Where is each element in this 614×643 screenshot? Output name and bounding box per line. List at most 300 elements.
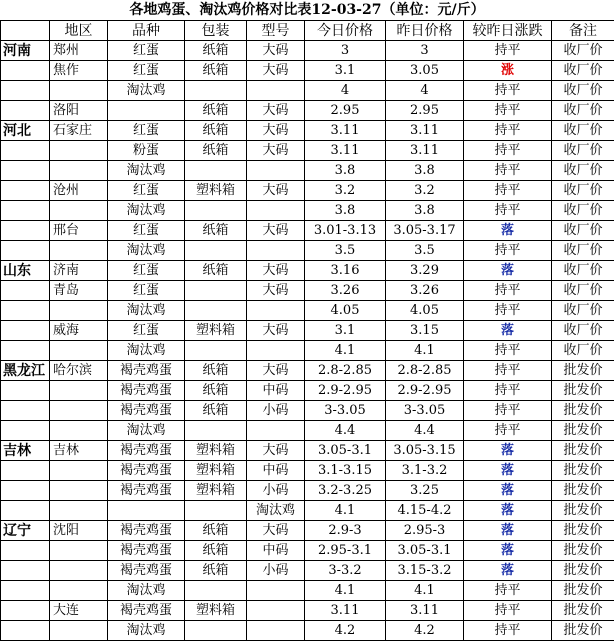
city-cell: 哈尔滨 — [50, 361, 108, 381]
change-cell: 持平 — [464, 181, 552, 201]
note-cell: 批发价 — [552, 421, 614, 441]
change-cell: 持平 — [464, 121, 552, 141]
table-row — [1, 381, 614, 401]
change-cell: 落 — [464, 441, 552, 461]
yesterday-price-cell: 4 — [386, 81, 464, 101]
header-size: 型号 — [247, 21, 305, 41]
city-cell — [50, 561, 108, 581]
yesterday-price-cell: 3.11 — [386, 141, 464, 161]
header-yesterday-price: 昨日价格 — [386, 21, 464, 41]
city-cell: 济南 — [50, 261, 108, 281]
change-cell: 持平 — [464, 201, 552, 221]
price-table — [0, 20, 614, 641]
change-cell: 落 — [464, 521, 552, 541]
yesterday-price-cell: 2.95-3 — [386, 521, 464, 541]
size-cell: 大码 — [247, 521, 305, 541]
change-cell: 持平 — [464, 281, 552, 301]
yesterday-price-cell: 3.05 — [386, 61, 464, 81]
note-cell: 批发价 — [552, 381, 614, 401]
today-price-cell: 3.11 — [305, 601, 386, 621]
change-cell: 持平 — [464, 101, 552, 121]
packaging-cell — [185, 421, 247, 441]
today-price-cell: 4.1 — [305, 581, 386, 601]
city-cell: 焦作 — [50, 61, 108, 81]
note-cell: 批发价 — [552, 621, 614, 641]
header-change: 较昨日涨跌 — [464, 21, 552, 41]
today-price-cell: 2.9-3 — [305, 521, 386, 541]
variety-cell: 褐壳鸡蛋 — [108, 441, 185, 461]
today-price-cell: 2.8-2.85 — [305, 361, 386, 381]
table-row — [1, 341, 614, 361]
today-price-cell: 3.8 — [305, 201, 386, 221]
change-cell: 持平 — [464, 361, 552, 381]
variety-cell: 褐壳鸡蛋 — [108, 521, 185, 541]
today-price-cell: 3.16 — [305, 261, 386, 281]
note-cell: 批发价 — [552, 521, 614, 541]
today-price-cell: 4.2 — [305, 621, 386, 641]
packaging-cell: 纸箱 — [185, 381, 247, 401]
province-cell — [1, 201, 50, 221]
note-cell: 收厂价 — [552, 221, 614, 241]
table-row — [1, 81, 614, 101]
table-title: 各地鸡蛋、淘汰鸡价格对比表12-03-27（单位：元/斤） — [129, 2, 485, 18]
table-row — [1, 521, 614, 541]
size-cell: 大码 — [247, 441, 305, 461]
province-cell — [1, 341, 50, 361]
packaging-cell: 塑料箱 — [185, 461, 247, 481]
province-cell — [1, 621, 50, 641]
size-cell — [247, 201, 305, 221]
table-row — [1, 201, 614, 221]
variety-cell: 淘汰鸡 — [108, 581, 185, 601]
size-cell — [247, 601, 305, 621]
note-cell: 收厂价 — [552, 101, 614, 121]
packaging-cell — [185, 281, 247, 301]
packaging-cell — [185, 201, 247, 221]
yesterday-price-cell: 3-3.05 — [386, 401, 464, 421]
city-cell: 大连 — [50, 601, 108, 621]
note-cell: 批发价 — [552, 461, 614, 481]
today-price-cell: 2.9-2.95 — [305, 381, 386, 401]
size-cell: 大码 — [247, 61, 305, 81]
province-cell — [1, 301, 50, 321]
yesterday-price-cell: 3.8 — [386, 161, 464, 181]
table-row — [1, 501, 614, 521]
note-cell: 批发价 — [552, 561, 614, 581]
province-cell — [1, 81, 50, 101]
change-cell: 持平 — [464, 341, 552, 361]
yesterday-price-cell: 3.11 — [386, 121, 464, 141]
province-cell: 辽宁 — [1, 521, 50, 541]
today-price-cell: 4.05 — [305, 301, 386, 321]
change-cell: 持平 — [464, 621, 552, 641]
change-cell: 涨 — [464, 61, 552, 81]
today-price-cell: 3.2 — [305, 181, 386, 201]
province-cell: 黑龙江 — [1, 361, 50, 381]
change-cell: 落 — [464, 541, 552, 561]
variety-cell: 褐壳鸡蛋 — [108, 361, 185, 381]
change-cell: 落 — [464, 481, 552, 501]
yesterday-price-cell: 2.9-2.95 — [386, 381, 464, 401]
variety-cell: 褐壳鸡蛋 — [108, 601, 185, 621]
variety-cell: 红蛋 — [108, 321, 185, 341]
change-cell: 落 — [464, 221, 552, 241]
note-cell: 批发价 — [552, 481, 614, 501]
size-cell — [247, 241, 305, 261]
size-cell — [247, 81, 305, 101]
variety-cell: 红蛋 — [108, 41, 185, 61]
city-cell — [50, 141, 108, 161]
change-cell: 持平 — [464, 401, 552, 421]
province-cell — [1, 581, 50, 601]
packaging-cell: 纸箱 — [185, 141, 247, 161]
note-cell: 收厂价 — [552, 121, 614, 141]
yesterday-price-cell: 4.1 — [386, 581, 464, 601]
change-cell: 持平 — [464, 381, 552, 401]
city-cell — [50, 501, 108, 521]
province-cell — [1, 101, 50, 121]
yesterday-price-cell: 3.5 — [386, 241, 464, 261]
city-cell — [50, 461, 108, 481]
city-cell — [50, 161, 108, 181]
header-note: 备注 — [552, 21, 614, 41]
packaging-cell: 纸箱 — [185, 541, 247, 561]
variety-cell: 淘汰鸡 — [108, 81, 185, 101]
table-row — [1, 221, 614, 241]
yesterday-price-cell: 2.8-2.85 — [386, 361, 464, 381]
city-cell — [50, 541, 108, 561]
today-price-cell: 2.95 — [305, 101, 386, 121]
table-row — [1, 401, 614, 421]
city-cell — [50, 241, 108, 261]
size-cell — [247, 621, 305, 641]
yesterday-price-cell: 4.15-4.2 — [386, 501, 464, 521]
note-cell: 收厂价 — [552, 321, 614, 341]
city-cell — [50, 81, 108, 101]
table-row — [1, 181, 614, 201]
size-cell: 淘汰鸡 — [247, 501, 305, 521]
city-cell: 石家庄 — [50, 121, 108, 141]
province-cell — [1, 541, 50, 561]
variety-cell: 褐壳鸡蛋 — [108, 561, 185, 581]
table-row — [1, 161, 614, 181]
city-cell — [50, 341, 108, 361]
size-cell: 大码 — [247, 121, 305, 141]
province-cell — [1, 601, 50, 621]
today-price-cell: 3-3.05 — [305, 401, 386, 421]
variety-cell: 褐壳鸡蛋 — [108, 481, 185, 501]
city-cell — [50, 481, 108, 501]
packaging-cell — [185, 301, 247, 321]
packaging-cell: 纸箱 — [185, 361, 247, 381]
header-variety: 品种 — [108, 21, 185, 41]
size-cell: 大码 — [247, 281, 305, 301]
packaging-cell: 塑料箱 — [185, 321, 247, 341]
province-cell — [1, 421, 50, 441]
variety-cell: 淘汰鸡 — [108, 241, 185, 261]
yesterday-price-cell: 2.95 — [386, 101, 464, 121]
yesterday-price-cell: 3.11 — [386, 601, 464, 621]
city-cell — [50, 201, 108, 221]
size-cell — [247, 421, 305, 441]
table-row — [1, 601, 614, 621]
note-cell: 收厂价 — [552, 341, 614, 361]
table-row — [1, 101, 614, 121]
size-cell: 大码 — [247, 101, 305, 121]
variety-cell: 褐壳鸡蛋 — [108, 401, 185, 421]
change-cell: 持平 — [464, 581, 552, 601]
packaging-cell: 纸箱 — [185, 561, 247, 581]
province-cell — [1, 401, 50, 421]
yesterday-price-cell: 3.26 — [386, 281, 464, 301]
city-cell — [50, 621, 108, 641]
variety-cell: 淘汰鸡 — [108, 301, 185, 321]
table-row — [1, 421, 614, 441]
packaging-cell — [185, 501, 247, 521]
size-cell: 大码 — [247, 221, 305, 241]
packaging-cell: 纸箱 — [185, 261, 247, 281]
change-cell: 落 — [464, 561, 552, 581]
province-cell — [1, 381, 50, 401]
change-cell: 落 — [464, 501, 552, 521]
yesterday-price-cell: 3.25 — [386, 481, 464, 501]
today-price-cell: 2.95-3.1 — [305, 541, 386, 561]
table-row — [1, 61, 614, 81]
yesterday-price-cell: 3 — [386, 41, 464, 61]
variety-cell — [108, 501, 185, 521]
variety-cell: 红蛋 — [108, 61, 185, 81]
packaging-cell: 塑料箱 — [185, 601, 247, 621]
province-cell — [1, 221, 50, 241]
size-cell: 中码 — [247, 381, 305, 401]
header-packaging: 包装 — [185, 21, 247, 41]
change-cell: 持平 — [464, 601, 552, 621]
change-cell: 持平 — [464, 81, 552, 101]
today-price-cell: 3-3.2 — [305, 561, 386, 581]
packaging-cell: 塑料箱 — [185, 181, 247, 201]
variety-cell: 红蛋 — [108, 121, 185, 141]
today-price-cell: 4 — [305, 81, 386, 101]
packaging-cell — [185, 341, 247, 361]
table-row — [1, 121, 614, 141]
packaging-cell: 塑料箱 — [185, 481, 247, 501]
province-cell — [1, 461, 50, 481]
yesterday-price-cell: 3.05-3.1 — [386, 541, 464, 561]
table-row — [1, 261, 614, 281]
city-cell: 吉林 — [50, 441, 108, 461]
variety-cell: 褐壳鸡蛋 — [108, 541, 185, 561]
yesterday-price-cell: 3.15-3.2 — [386, 561, 464, 581]
province-cell — [1, 321, 50, 341]
table-row — [1, 41, 614, 61]
city-cell: 威海 — [50, 321, 108, 341]
table-row — [1, 481, 614, 501]
size-cell: 大码 — [247, 261, 305, 281]
size-cell: 大码 — [247, 361, 305, 381]
note-cell: 收厂价 — [552, 261, 614, 281]
today-price-cell: 3.11 — [305, 141, 386, 161]
size-cell: 大码 — [247, 41, 305, 61]
today-price-cell: 4.1 — [305, 341, 386, 361]
note-cell: 批发价 — [552, 401, 614, 421]
table-row — [1, 301, 614, 321]
packaging-cell: 纸箱 — [185, 221, 247, 241]
province-cell — [1, 181, 50, 201]
note-cell: 收厂价 — [552, 241, 614, 261]
table-row — [1, 241, 614, 261]
yesterday-price-cell: 3.05-3.17 — [386, 221, 464, 241]
city-cell — [50, 421, 108, 441]
header-row — [1, 21, 614, 41]
yesterday-price-cell: 3.15 — [386, 321, 464, 341]
note-cell: 收厂价 — [552, 141, 614, 161]
yesterday-price-cell: 3.2 — [386, 181, 464, 201]
note-cell: 批发价 — [552, 601, 614, 621]
variety-cell: 红蛋 — [108, 181, 185, 201]
variety-cell: 褐壳鸡蛋 — [108, 461, 185, 481]
table-row — [1, 321, 614, 341]
change-cell: 持平 — [464, 161, 552, 181]
table-row — [1, 441, 614, 461]
size-cell: 大码 — [247, 181, 305, 201]
province-cell: 山东 — [1, 261, 50, 281]
city-cell: 郑州 — [50, 41, 108, 61]
table-row — [1, 361, 614, 381]
city-cell — [50, 301, 108, 321]
city-cell — [50, 581, 108, 601]
size-cell: 大码 — [247, 141, 305, 161]
packaging-cell: 纸箱 — [185, 101, 247, 121]
packaging-cell: 纸箱 — [185, 41, 247, 61]
note-cell: 收厂价 — [552, 281, 614, 301]
packaging-cell — [185, 621, 247, 641]
today-price-cell: 3.5 — [305, 241, 386, 261]
variety-cell: 淘汰鸡 — [108, 161, 185, 181]
city-cell: 沧州 — [50, 181, 108, 201]
variety-cell: 淘汰鸡 — [108, 621, 185, 641]
size-cell — [247, 301, 305, 321]
note-cell: 收厂价 — [552, 61, 614, 81]
size-cell — [247, 581, 305, 601]
note-cell: 收厂价 — [552, 201, 614, 221]
variety-cell: 淘汰鸡 — [108, 341, 185, 361]
today-price-cell: 3.1 — [305, 321, 386, 341]
packaging-cell — [185, 581, 247, 601]
size-cell: 小码 — [247, 561, 305, 581]
yesterday-price-cell: 4.2 — [386, 621, 464, 641]
variety-cell: 粉蛋 — [108, 141, 185, 161]
change-cell: 落 — [464, 461, 552, 481]
note-cell: 收厂价 — [552, 301, 614, 321]
province-cell: 河南 — [1, 41, 50, 61]
packaging-cell: 纸箱 — [185, 521, 247, 541]
size-cell: 小码 — [247, 401, 305, 421]
variety-cell: 褐壳鸡蛋 — [108, 381, 185, 401]
change-cell: 持平 — [464, 301, 552, 321]
size-cell: 小码 — [247, 481, 305, 501]
city-cell — [50, 401, 108, 421]
size-cell — [247, 161, 305, 181]
table-row — [1, 581, 614, 601]
today-price-cell: 3.11 — [305, 121, 386, 141]
variety-cell: 红蛋 — [108, 221, 185, 241]
province-cell — [1, 241, 50, 261]
city-cell: 洛阳 — [50, 101, 108, 121]
packaging-cell: 纸箱 — [185, 401, 247, 421]
province-cell — [1, 561, 50, 581]
packaging-cell — [185, 161, 247, 181]
note-cell: 批发价 — [552, 501, 614, 521]
yesterday-price-cell: 4.4 — [386, 421, 464, 441]
packaging-cell — [185, 81, 247, 101]
city-cell: 沈阳 — [50, 521, 108, 541]
header-today-price: 今日价格 — [305, 21, 386, 41]
yesterday-price-cell: 4.05 — [386, 301, 464, 321]
table-row — [1, 141, 614, 161]
change-cell: 持平 — [464, 241, 552, 261]
today-price-cell: 3 — [305, 41, 386, 61]
today-price-cell: 3.05-3.1 — [305, 441, 386, 461]
yesterday-price-cell: 3.05-3.15 — [386, 441, 464, 461]
packaging-cell: 纸箱 — [185, 121, 247, 141]
variety-cell — [108, 101, 185, 121]
yesterday-price-cell: 3.8 — [386, 201, 464, 221]
city-cell: 邢台 — [50, 221, 108, 241]
note-cell: 批发价 — [552, 441, 614, 461]
change-cell: 持平 — [464, 421, 552, 441]
province-cell — [1, 141, 50, 161]
size-cell: 中码 — [247, 541, 305, 561]
packaging-cell: 纸箱 — [185, 61, 247, 81]
size-cell: 大码 — [247, 321, 305, 341]
today-price-cell: 3.8 — [305, 161, 386, 181]
table-row — [1, 281, 614, 301]
province-cell — [1, 61, 50, 81]
city-cell — [50, 381, 108, 401]
yesterday-price-cell: 4.1 — [386, 341, 464, 361]
packaging-cell — [185, 241, 247, 261]
size-cell: 中码 — [247, 461, 305, 481]
variety-cell: 淘汰鸡 — [108, 421, 185, 441]
today-price-cell: 3.1-3.15 — [305, 461, 386, 481]
province-cell — [1, 501, 50, 521]
note-cell: 收厂价 — [552, 181, 614, 201]
change-cell: 落 — [464, 261, 552, 281]
province-cell: 吉林 — [1, 441, 50, 461]
today-price-cell: 3.1 — [305, 61, 386, 81]
table-row — [1, 621, 614, 641]
note-cell: 收厂价 — [552, 41, 614, 61]
note-cell: 收厂价 — [552, 81, 614, 101]
note-cell: 收厂价 — [552, 161, 614, 181]
province-cell: 河北 — [1, 121, 50, 141]
note-cell: 批发价 — [552, 541, 614, 561]
yesterday-price-cell: 3.1-3.2 — [386, 461, 464, 481]
province-cell — [1, 161, 50, 181]
size-cell — [247, 341, 305, 361]
today-price-cell: 3.2-3.25 — [305, 481, 386, 501]
variety-cell: 红蛋 — [108, 261, 185, 281]
province-cell — [1, 481, 50, 501]
change-cell: 持平 — [464, 41, 552, 61]
city-cell: 青岛 — [50, 281, 108, 301]
today-price-cell: 3.26 — [305, 281, 386, 301]
table-row — [1, 541, 614, 561]
header-region: 地区 — [50, 21, 108, 41]
table-row — [1, 461, 614, 481]
change-cell: 落 — [464, 321, 552, 341]
province-cell — [1, 281, 50, 301]
